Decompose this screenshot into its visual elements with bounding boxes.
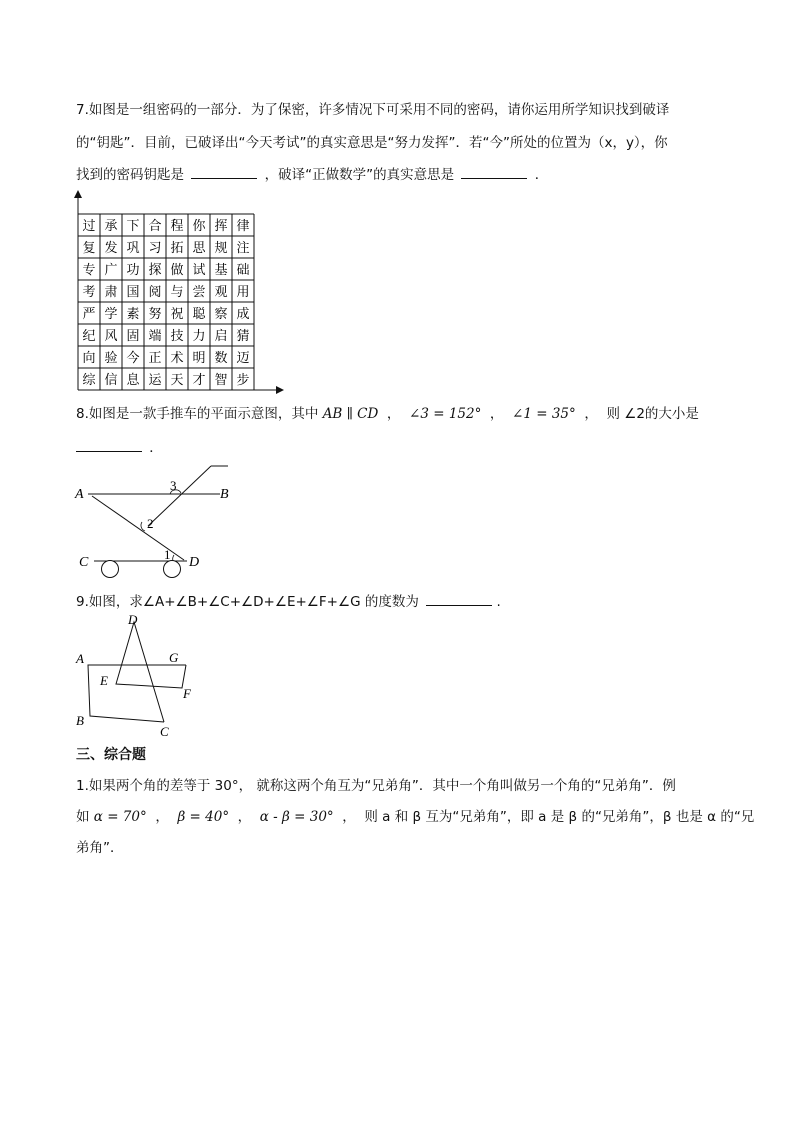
fig-label-a: A <box>76 651 84 666</box>
q7-line-2: 的“钥匙”．目前，已破译出“今天考试”的真实意思是“努力发挥”．若“今”所处的位置为（x，y），你 <box>76 135 668 151</box>
answer-blank-angle-sum[interactable] <box>426 591 492 606</box>
grid-cell: 素 <box>126 307 140 322</box>
q9-end: . <box>496 594 501 610</box>
grid-cell: 固 <box>126 329 140 344</box>
grid-cell: 与 <box>170 285 184 300</box>
grid-cell: 基 <box>214 263 228 278</box>
p1-alpha: α = 70° <box>93 809 147 825</box>
grid-cell: 运 <box>148 373 162 388</box>
grid-cell: 聪 <box>192 307 206 322</box>
grid-cell: 注 <box>236 241 250 256</box>
grid-cell: 础 <box>236 263 250 278</box>
grid-cell: 考 <box>82 285 96 300</box>
grid-cell: 功 <box>126 263 140 278</box>
grid-cell: 挥 <box>214 219 228 234</box>
p1-beta: β = 40° <box>177 809 230 825</box>
grid-cell: 信 <box>104 373 118 388</box>
p1-line-3: 弟角”． <box>76 840 124 856</box>
grid-cell: 猜 <box>236 329 250 344</box>
label-a: A <box>75 487 84 502</box>
q8-line-2 <box>76 437 163 458</box>
grid-cell: 向 <box>82 351 96 366</box>
label-b: B <box>220 487 229 502</box>
grid-cell: 阅 <box>148 285 162 300</box>
grid-cell: 严 <box>82 307 96 322</box>
p1-line-1 <box>76 776 676 796</box>
grid-cell: 肃 <box>104 285 118 300</box>
angles-figure <box>70 612 200 740</box>
grid-cell: 天 <box>170 373 184 388</box>
grid-cell: 律 <box>236 219 250 234</box>
label-d: D <box>189 555 200 570</box>
grid-cell: 才 <box>192 373 206 388</box>
q7-line-3-c: ． <box>534 167 549 183</box>
p1-diff: α - β = 30° <box>259 809 334 825</box>
p1-line-2: 如 α = 70° ， β = 40° ， α - β = 30° ， 则 a 和 β 互为“兄弟角”，即 a 是 β 的“兄弟角”，β 也是 α 的“兄 <box>76 809 755 825</box>
q8-line-1: 8.如图是一款手推车的平面示意图，其中 AB ∥ CD ， ∠3 = 152° ， ∠1 = 35° ， 则 ∠2的大小是 <box>76 406 699 422</box>
wheel-left <box>102 561 119 578</box>
q8-prefix: 8.如图是一款手推车的平面示意图，其中 <box>76 406 319 422</box>
p1-line-1-b: 就称这两个角互为“兄弟角”．其中一个角叫做另一个角的“兄弟角”．例 <box>256 778 676 794</box>
grid-cell: 迈 <box>236 351 250 366</box>
fig-label-b: B <box>76 713 84 728</box>
q8-suffix: 则 ∠2的大小是 <box>606 406 699 422</box>
p1-line-2-a: 如 <box>76 809 90 825</box>
section-heading: 三、综合题 <box>76 747 146 763</box>
push-bar <box>148 466 211 526</box>
grid-cell: 综 <box>82 373 96 388</box>
grid-cell: 步 <box>236 373 250 388</box>
fig-label-d: D <box>128 612 138 627</box>
grid-cell: 试 <box>192 263 206 278</box>
grid-cell: 复 <box>82 241 96 256</box>
grid-cell: 成 <box>236 307 250 322</box>
grid-cell: 习 <box>148 241 162 256</box>
grid-cell: 正 <box>148 351 162 366</box>
grid-cell: 祝 <box>170 307 184 322</box>
grid-cell: 纪 <box>82 329 96 344</box>
label-3: 3 <box>170 478 177 493</box>
label-2: 2 <box>147 516 154 531</box>
q8-angle1: ∠1 = 35° <box>512 406 576 422</box>
grid-cell: 启 <box>214 329 228 344</box>
grid-cell: 专 <box>82 263 96 278</box>
grid-cell: 广 <box>104 263 118 278</box>
q7-line-3 <box>76 164 548 185</box>
fig-label-g: G <box>169 650 179 665</box>
q8-end: ． <box>149 440 163 456</box>
grid-cell: 过 <box>82 219 96 234</box>
grid-cell: 程 <box>170 219 184 234</box>
grid-cell: 力 <box>192 329 206 344</box>
q8-angle3: ∠3 = 152° <box>409 406 482 422</box>
label-c: C <box>79 555 89 570</box>
answer-blank-angle2[interactable] <box>76 437 142 452</box>
shape-defc <box>116 622 186 722</box>
grid-cell: 合 <box>148 219 162 234</box>
grid-cell: 国 <box>126 285 140 300</box>
grid-cell: 用 <box>236 285 250 300</box>
grid-cell: 察 <box>214 307 228 322</box>
q7-line-1: 7.如图是一组密码的一部分．为了保密，许多情况下可采用不同的密码，请你运用所学知识找到破译 <box>76 102 670 118</box>
q8-parallel: AB ∥ CD <box>322 406 379 422</box>
grid-cell: 数 <box>214 351 228 366</box>
grid-cell: 明 <box>192 351 206 366</box>
grid-cell: 探 <box>148 263 162 278</box>
grid-cell: 巩 <box>126 241 140 256</box>
password-grid <box>68 190 288 402</box>
grid-cell: 风 <box>104 329 118 344</box>
answer-blank-meaning[interactable] <box>461 164 527 179</box>
q9-text: 9.如图，求∠A+∠B+∠C+∠D+∠E+∠F+∠G 的度数为 <box>76 594 419 610</box>
p1-line-1-a: 1.如果两个角的差等于 30°， <box>76 778 253 794</box>
q7-line-3-a: 找到的密码钥匙是 <box>76 167 184 183</box>
fig-label-f: F <box>183 686 191 701</box>
grid-cell: 发 <box>104 241 118 256</box>
grid-cell: 技 <box>170 329 184 344</box>
fig-label-c: C <box>160 724 169 739</box>
angle-arc-2 <box>141 522 145 531</box>
cart-diagram <box>70 460 240 585</box>
grid-cell: 规 <box>214 241 228 256</box>
grid-cell: 端 <box>148 329 162 344</box>
answer-blank-key[interactable] <box>191 164 257 179</box>
p1-line-2-b: 则 a 和 β 互为“兄弟角”，即 a 是 β 的“兄弟角”，β 也是 α 的“兄 <box>364 809 755 825</box>
wheel-right <box>164 561 181 578</box>
grid-cell: 思 <box>192 241 206 256</box>
grid-cell: 承 <box>104 219 118 234</box>
grid-cell: 努 <box>148 307 162 322</box>
fig-label-e: E <box>100 673 108 688</box>
label-1: 1 <box>164 547 171 562</box>
grid-cell: 息 <box>126 373 140 388</box>
q7-line-3-b: ，破译“正做数学”的真实意思是 <box>264 167 455 183</box>
grid-cell: 术 <box>170 351 184 366</box>
q9-line <box>76 591 501 612</box>
grid-cell: 拓 <box>170 241 184 256</box>
grid-cell: 验 <box>104 351 118 366</box>
grid-cell: 观 <box>214 285 228 300</box>
grid-cell: 智 <box>214 373 228 388</box>
grid-cell: 今 <box>126 351 140 366</box>
grid-cell: 你 <box>192 219 206 234</box>
grid-cell: 下 <box>126 219 140 234</box>
grid-cell: 尝 <box>192 285 206 300</box>
grid-cell: 学 <box>104 307 118 322</box>
grid-cell: 做 <box>170 263 184 278</box>
